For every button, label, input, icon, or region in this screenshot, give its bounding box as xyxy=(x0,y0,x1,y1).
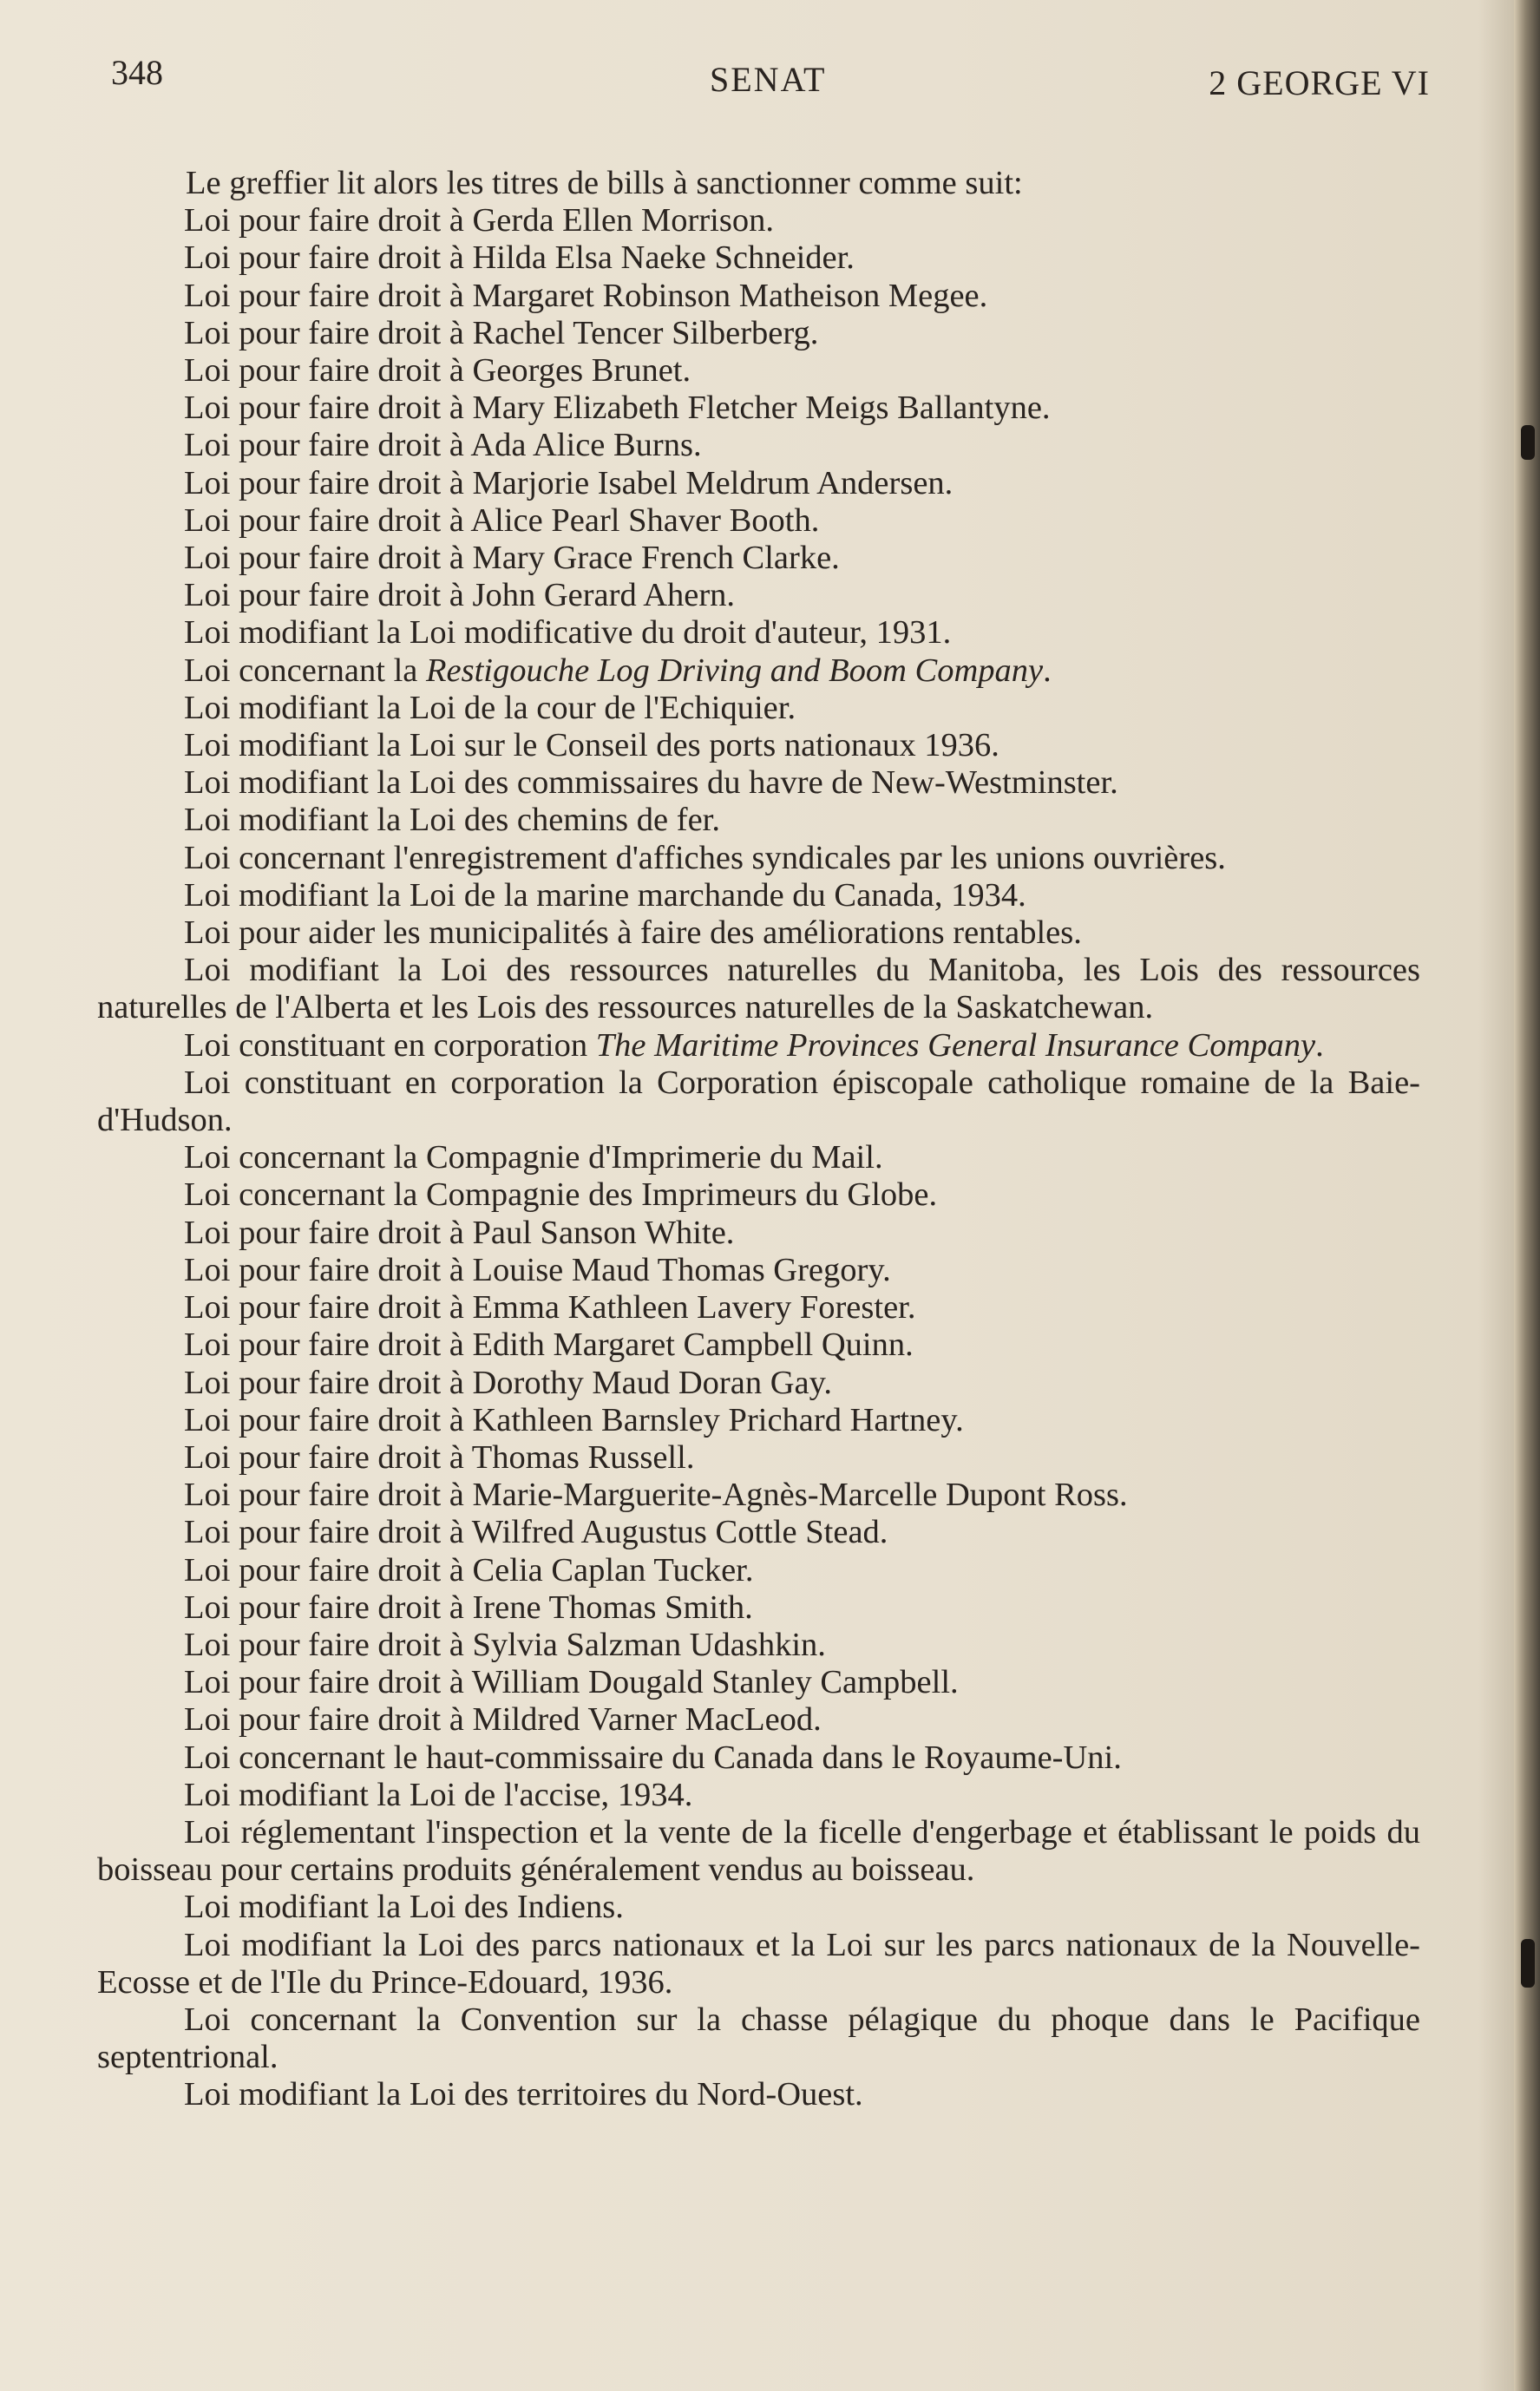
bill-item: Loi pour faire droit à William Dougald Stanley Campbell. xyxy=(184,1664,959,1701)
reign-label: 2 GEORGE VI xyxy=(1209,63,1430,102)
page-number: 348 xyxy=(111,53,163,92)
bill-item: Loi pour faire droit à Rachel Tencer Silberberg. xyxy=(184,314,819,351)
bill-item: Loi pour faire droit à Dorothy Maud Doran Gay. xyxy=(184,1364,832,1401)
bill-item: Loi pour faire droit à Georges Brunet. xyxy=(184,352,691,390)
bill-item: Loi pour faire droit à Wilfred Augustus Cottle Stead. xyxy=(184,1514,888,1551)
bill-item: Loi modifiant la Loi modificative du droit d'auteur, 1931. xyxy=(184,614,952,652)
bill-item-phoque: Loi concernant la Convention sur la chasse pélagique du phoque dans le Pacifique septentrional. xyxy=(97,2001,1420,2076)
bill-item: Loi pour aider les municipalités à faire des améliorations rentables. xyxy=(184,914,1082,952)
margin-mark xyxy=(1521,425,1535,460)
bill-item: Loi pour faire droit à Thomas Russell. xyxy=(184,1438,695,1476)
bill-item: Loi modifiant la Loi des chemins de fer. xyxy=(184,802,720,839)
bill-item: Loi pour faire droit à Celia Caplan Tucker. xyxy=(184,1551,754,1589)
bill-item: Loi modifiant la Loi de l'accise, 1934. xyxy=(184,1776,693,1813)
bill-item: Loi pour faire droit à Emma Kathleen Lavery Forester. xyxy=(184,1289,916,1327)
bill-item: Loi pour faire droit à Alice Pearl Shaver Booth. xyxy=(184,501,820,539)
bill-item: Loi pour faire droit à Irene Thomas Smith. xyxy=(184,1589,753,1626)
bill-item: Loi pour faire droit à Sylvia Salzman Udashkin. xyxy=(184,1626,826,1663)
bill-item: Loi pour faire droit à Mary Elizabeth Fletcher Meigs Ballantyne. xyxy=(184,390,1051,427)
bill-item: Loi concernant la Compagnie d'Imprimerie du Mail. xyxy=(184,1139,883,1176)
bill-item: Loi pour faire droit à Hilda Elsa Naeke Schneider. xyxy=(184,239,855,277)
bill-suffix: . xyxy=(1043,652,1052,689)
company-name: The Maritime Provinces General Insurance Company xyxy=(595,1026,1316,1064)
bill-item: Loi pour faire droit à Marjorie Isabel Meldrum Andersen. xyxy=(184,464,953,501)
bill-item: Loi concernant la Compagnie des Imprimeurs du Globe. xyxy=(184,1176,938,1214)
bill-item-maritime xyxy=(97,1027,1420,1064)
bill-item: Loi modifiant la Loi sur le Conseil des ports nationaux 1936. xyxy=(184,727,999,764)
company-name: Restigouche Log Driving and Boom Company xyxy=(426,652,1044,689)
running-title: SENAT xyxy=(710,60,827,99)
bill-item-manitoba: Loi modifiant la Loi des ressources naturelles du Manitoba, les Lois des ressources naturelles de l'Alberta et les Lois des ressources naturelles de la Saskatchewan. xyxy=(97,952,1420,1026)
bill-item: Loi modifiant la Loi des commissaires du havre de New-Westminster. xyxy=(184,764,1118,802)
bill-item: Loi pour faire droit à Mildred Varner MacLeod. xyxy=(184,1701,822,1739)
bill-item: Loi modifiant la Loi de la cour de l'Echiquier. xyxy=(184,689,796,726)
bill-item-hudson: Loi constituant en corporation la Corporation épiscopale catholique romaine de la Baie-d'Hudson. xyxy=(97,1064,1420,1139)
bill-item-parcs: Loi modifiant la Loi des parcs nationaux et la Loi sur les parcs nationaux de la Nouvelle-Ecosse et de l'Ile du Prince-Edouard, 1936. xyxy=(97,1926,1420,2001)
bill-list xyxy=(97,165,1420,2114)
bill-item: Loi concernant l'enregistrement d'affiches syndicales par les unions ouvrières. xyxy=(184,839,1226,876)
page-edge-shadow xyxy=(1514,0,1540,2391)
bill-item: Loi pour faire droit à Margaret Robinson Matheison Megee. xyxy=(184,277,988,314)
bill-prefix: Loi constituant en corporation xyxy=(184,1026,596,1064)
bill-item: Loi pour faire droit à Ada Alice Burns. xyxy=(184,427,702,464)
bill-item-indiens: Loi modifiant la Loi des Indiens. xyxy=(184,1889,624,1926)
bill-item: Loi pour faire droit à Paul Sanson White. xyxy=(184,1214,735,1251)
bill-item: Loi pour faire droit à Kathleen Barnsley Prichard Hartney. xyxy=(184,1401,964,1438)
bill-suffix: . xyxy=(1315,1026,1324,1064)
page-header xyxy=(111,52,1430,104)
bill-item: Loi pour faire droit à John Gerard Ahern. xyxy=(184,577,736,614)
bill-item: Loi modifiant la Loi de la marine marchande du Canada, 1934. xyxy=(184,876,1026,914)
bill-item: Loi pour faire droit à Louise Maud Thomas Gregory. xyxy=(184,1251,891,1288)
bill-item: Loi pour faire droit à Marie-Marguerite-Agnès-Marcelle Dupont Ross. xyxy=(184,1477,1128,1514)
intro-paragraph: Le greffier lit alors les titres de bills à sanctionner comme suit: xyxy=(186,165,1023,201)
bill-item: Loi pour faire droit à Gerda Ellen Morrison. xyxy=(184,202,774,239)
bill-item-territoires: Loi modifiant la Loi des territoires du Nord-Ouest. xyxy=(184,2076,863,2113)
bill-item: Loi concernant le haut-commissaire du Canada dans le Royaume-Uni. xyxy=(184,1739,1122,1776)
margin-mark xyxy=(1521,1939,1535,1988)
bill-item: Loi pour faire droit à Mary Grace French Clarke. xyxy=(184,540,840,577)
bill-item-ficelle: Loi réglementant l'inspection et la vente de la ficelle d'engerbage et établissant le poids du boisseau pour certains produits généralement vendus au boisseau. xyxy=(97,1813,1420,1889)
bill-item-restigouche xyxy=(97,652,1420,690)
bill-item: Loi pour faire droit à Edith Margaret Campbell Quinn. xyxy=(184,1327,914,1364)
bill-prefix: Loi concernant la xyxy=(184,652,426,689)
